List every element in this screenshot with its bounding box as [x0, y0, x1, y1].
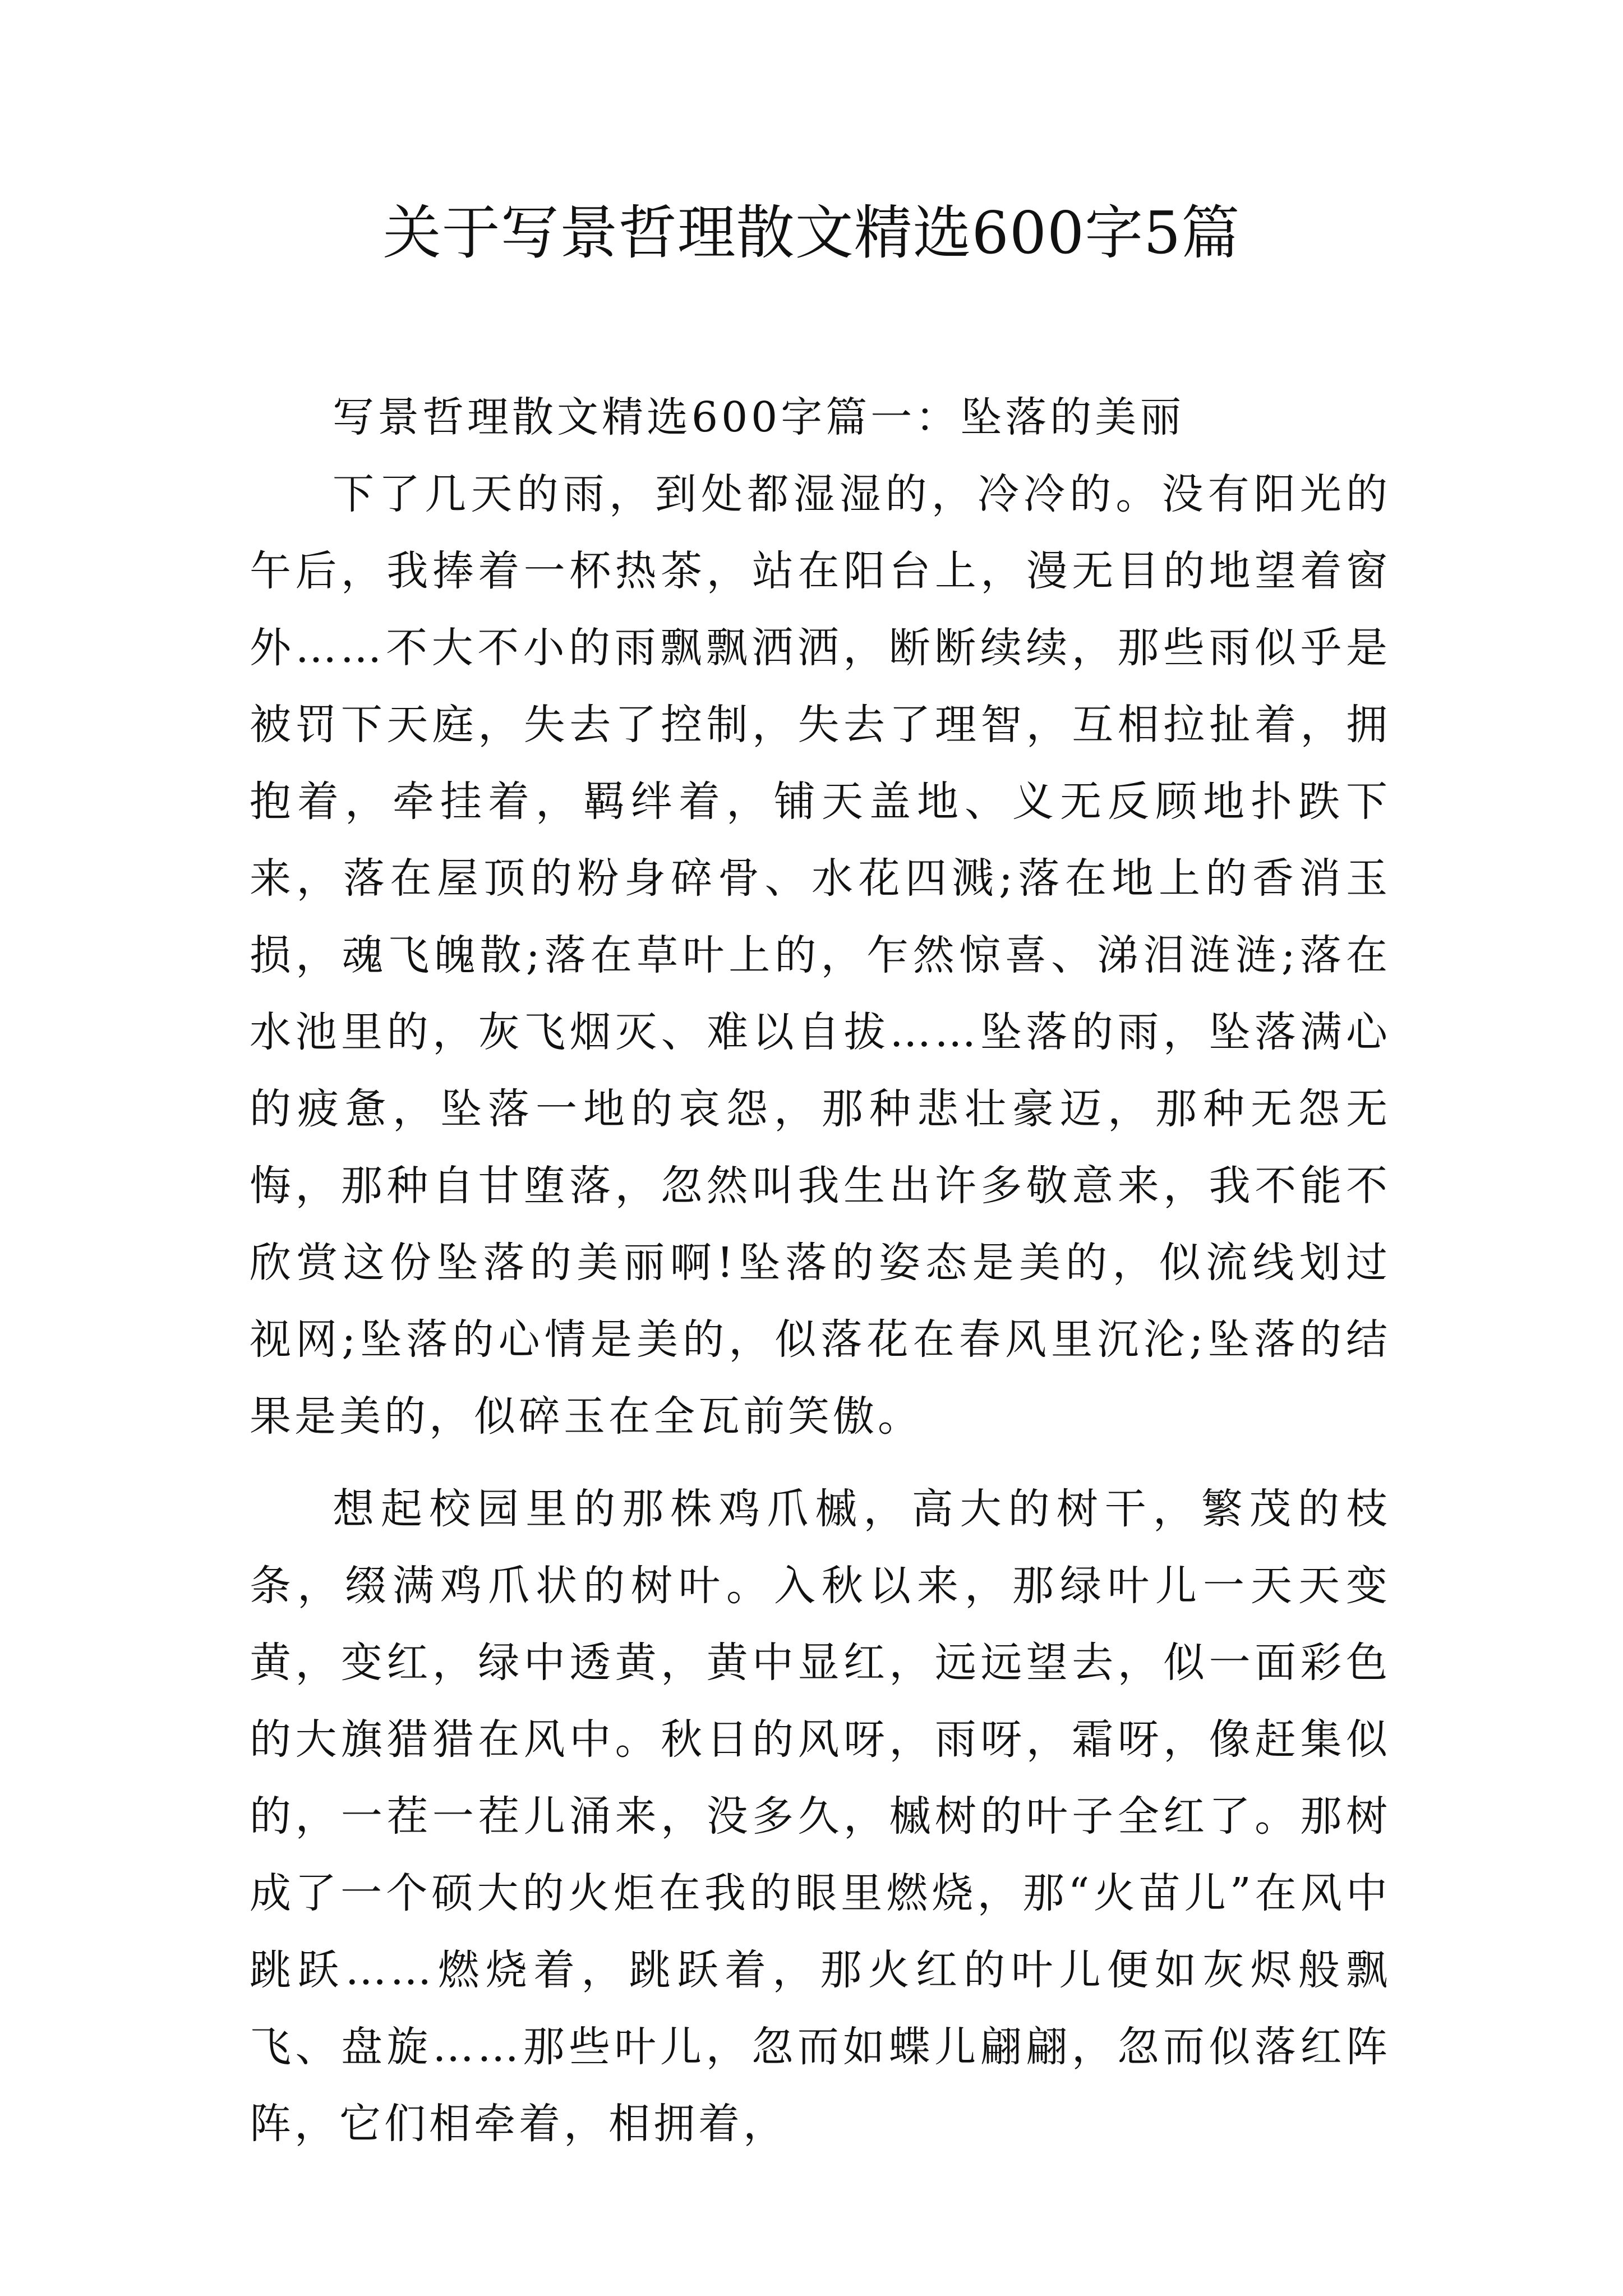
body-paragraph-2: 想起校园里的那株鸡爪槭，高大的树干，繁茂的枝条，缀满鸡爪状的树叶。入秋以来，那绿叶儿一天天变黄，变红，绿中透黄，黄中显红，远远望去，似一面彩色的大旗猎猎在风中。秋日的风呀，雨呀，霜呀，像赶集似的，一茬一茬儿涌来，没多久，槭树的叶子全红了。那树成了一个硕大的火炬在我的眼里燃烧，那“火苗儿”在风中跳跃……燃烧着，跳跃着，那火红的叶儿便如灰烬般飘飞、盘旋……那些叶儿，忽而如蝶儿翩翩，忽而似落红阵阵，它们相牵着，相拥着， [250, 1485, 1391, 2148]
document-body [250, 379, 1391, 2162]
body-paragraph-1: 下了几天的雨，到处都湿湿的，冷冷的。没有阳光的午后，我捧着一杯热茶，站在阳台上，漫无目的地望着窗外……不大不小的雨飘飘洒洒，断断续续，那些雨似乎是被罚下天庭，失去了控制，失去了理智，互相拉扯着，拥抱着，牵挂着，羁绊着，铺天盖地、义无反顾地扑跌下来，落在屋顶的粉身碎骨、水花四溅;落在地上的香消玉损，魂飞魄散;落在草叶上的，乍然惊喜、涕泪涟涟;落在水池里的，灰飞烟灭、难以自拔……坠落的雨，坠落满心的疲惫，坠落一地的哀怨，那种悲壮豪迈，那种无怨无悔，那种自甘堕落，忽然叫我生出许多敬意来，我不能不欣赏这份坠落的美丽啊!坠落的姿态是美的，似流线划过视网;坠落的心情是美的，似落花在春风里沉沦;坠落的结果是美的，似碎玉在全瓦前笑傲。 [250, 470, 1391, 1441]
section-heading: 写景哲理散文精选600字篇一：坠落的美丽 [333, 393, 1185, 441]
document-title: 关于写景哲理散文精选600字5篇 [382, 199, 1241, 267]
